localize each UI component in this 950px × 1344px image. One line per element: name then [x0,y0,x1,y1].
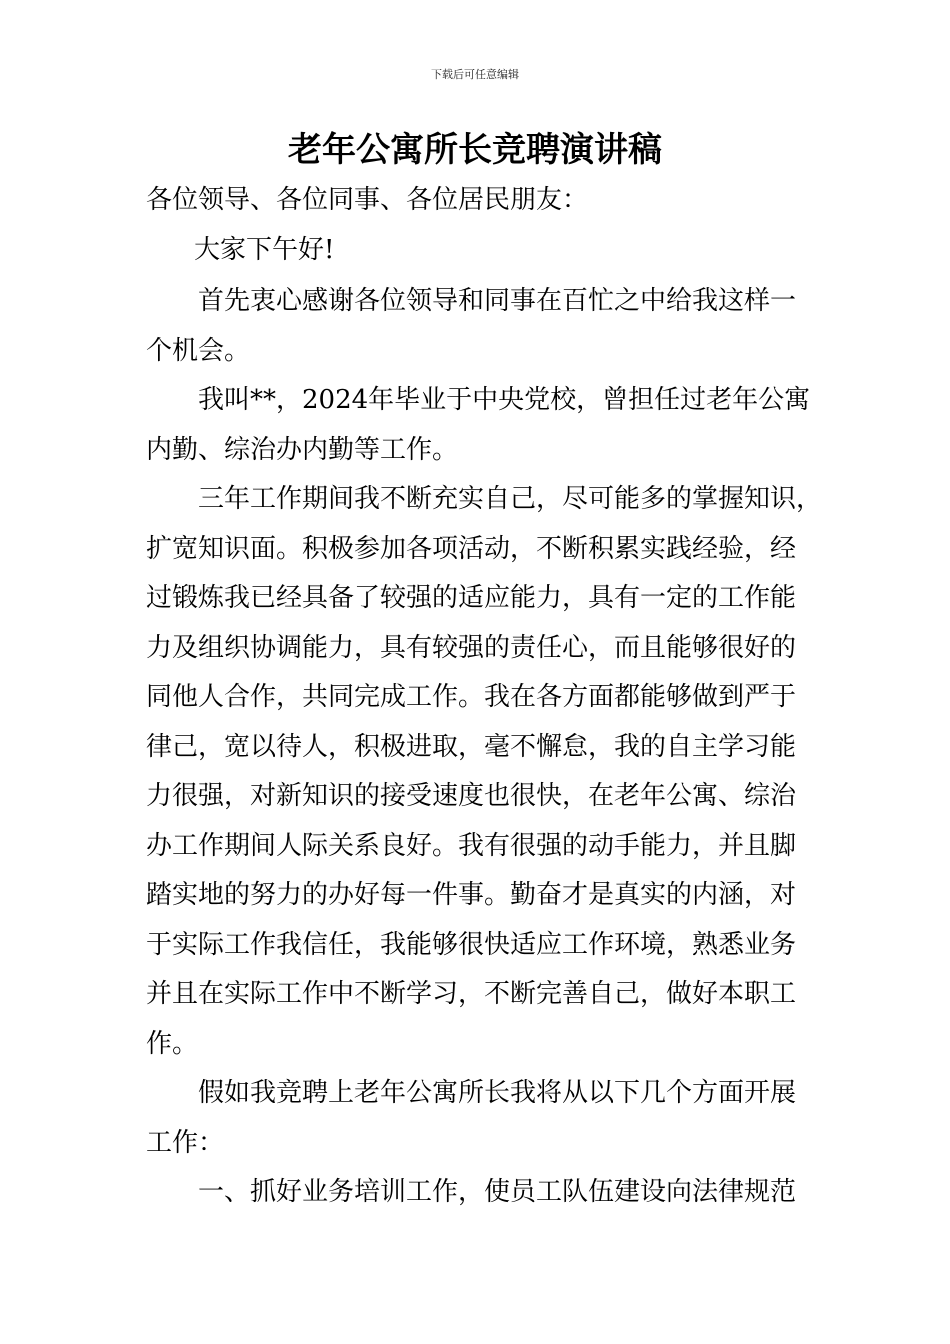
paragraph-line: 工作： [146,1128,225,1158]
paragraph-line: 过锻炼我已经具备了较强的适应能力，具有一定的工作能 [146,583,797,613]
paragraph-line: 力很强，对新知识的接受速度也很快，在老年公寓、综治 [146,781,797,811]
paragraph-line: 踏实地的努力的办好每一件事。勤奋才是真实的内涵，对 [146,880,797,910]
paragraph-line: 同他人合作，共同完成工作。我在各方面都能够做到严于 [146,682,797,712]
paragraph-line: 作。 [146,1029,199,1059]
paragraph-line: 律己，宽以待人，积极进取，毫不懈怠，我的自主学习能 [146,732,797,762]
document-title: 老年公寓所长竞聘演讲稿 [288,130,662,170]
paragraph-line: 一、抓好业务培训工作，使员工队伍建设向法律规范 [198,1177,797,1207]
paragraph-line: 个机会。 [146,336,251,366]
salutation-line: 各位领导、各位同事、各位居民朋友： [146,185,589,215]
paragraph-line: 三年工作期间我不断充实自己，尽可能多的掌握知识， [198,484,823,514]
paragraph-line: 力及组织协调能力，具有较强的责任心，而且能够很好的 [146,633,797,663]
greeting-line: 大家下午好! [194,235,335,265]
paragraph-line: 内勤、综治办内勤等工作。 [146,435,459,465]
paragraph-line: 于实际工作我信任，我能够很快适应工作环境，熟悉业务 [146,930,797,960]
paragraph-line: 假如我竞聘上老年公寓所长我将从以下几个方面开展 [198,1078,797,1108]
paragraph-line: 办工作期间人际关系良好。我有很强的动手能力，并且脚 [146,831,797,861]
paragraph-line: 并且在实际工作中不断学习，不断完善自己，做好本职工 [146,979,797,1009]
paragraph-line: 扩宽知识面。积极参加各项活动，不断积累实践经验，经 [146,534,797,564]
paragraph-line: 我叫**，2024年毕业于中央党校，曾担任过老年公寓 [198,385,811,415]
paragraph-line: 首先衷心感谢各位领导和同事在百忙之中给我这样一 [198,286,797,316]
header-note: 下载后可任意编辑 [431,68,519,81]
